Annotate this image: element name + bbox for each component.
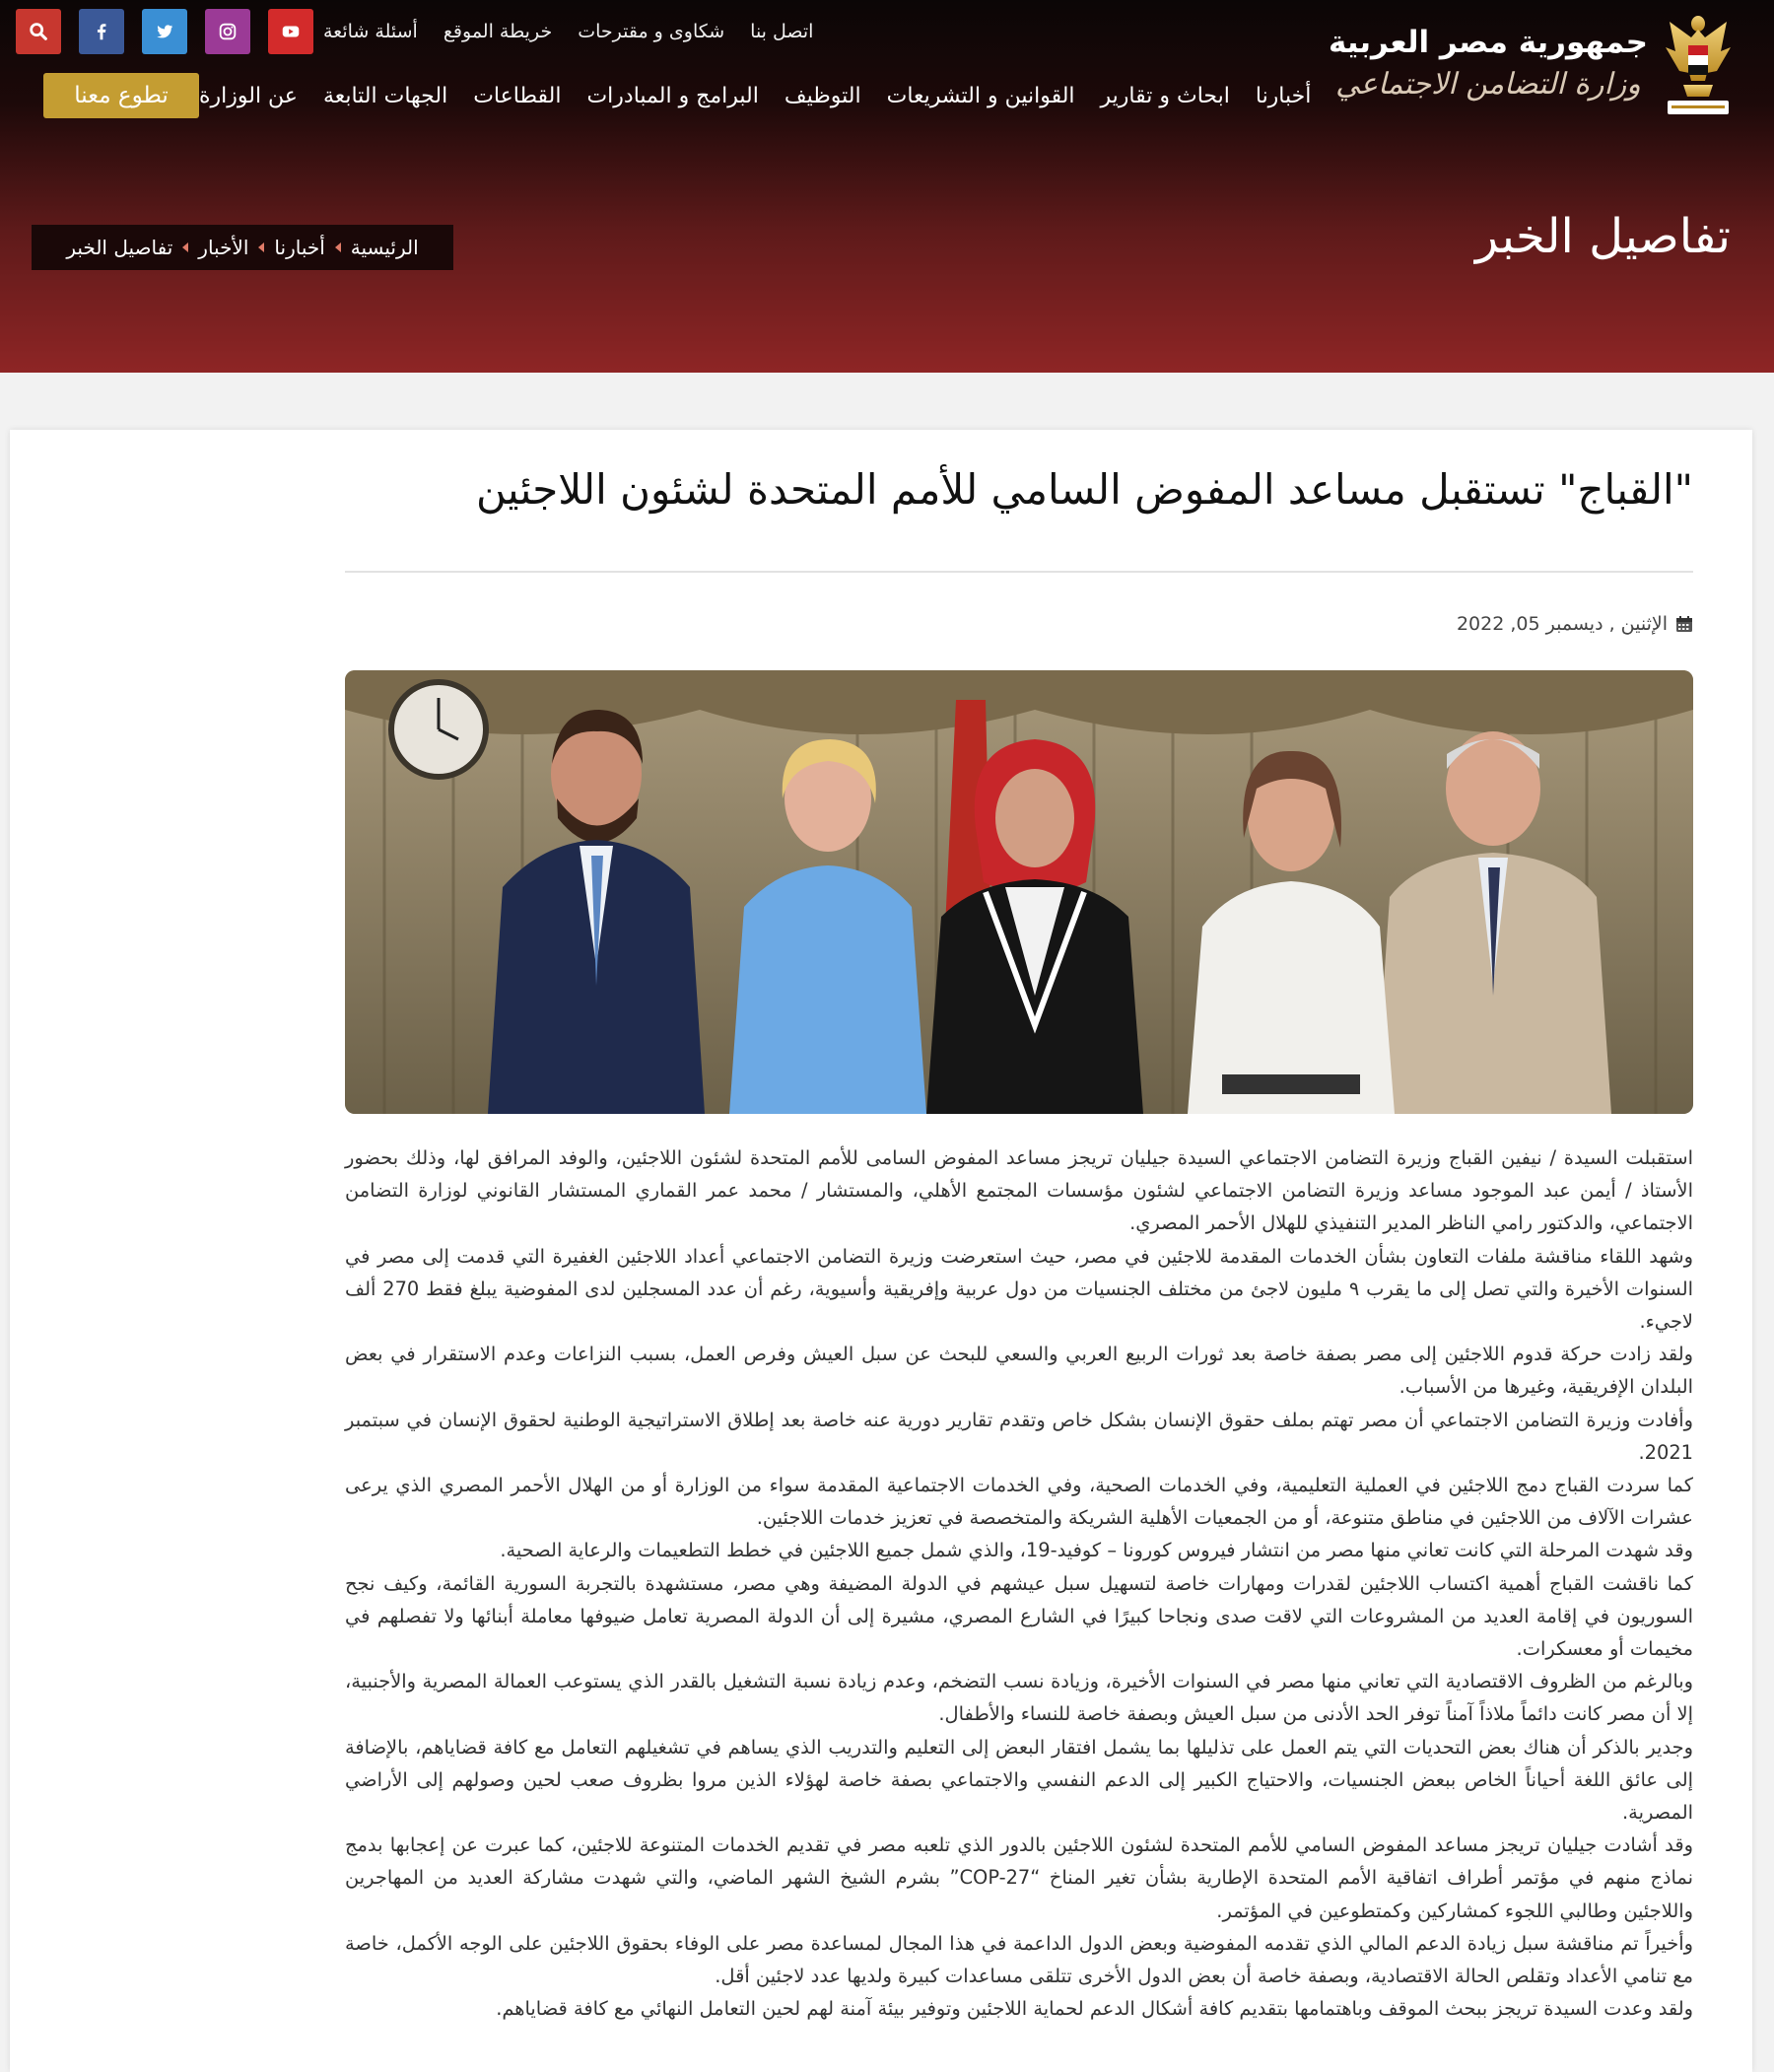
instagram-icon bbox=[217, 21, 239, 42]
article-paragraph: استقبلت السيدة / نيفين القباج وزيرة التضامن الاجتماعي السيدة جيليان تريجز مساعد المفوض السامى للأمم المتحدة لشئون اللاجئين، والوفد المرافق لها، وذلك بحضور الأستاذ / أيمن عبد الموجود مساعد وزيرة التضامن الاجتماعي لشئون مؤسسات المجتمع الأهلي، والمستشار / محمد عمر القماري المستشار القانوني لوزارة التضامن الاجتماعي، والدكتور رامي الناظر المدير التنفيذي للهلال الأحمر المصري. bbox=[345, 1146, 1693, 1235]
facebook-icon bbox=[91, 21, 112, 42]
article-paragraph: وقد أشادت جيليان تريجز مساعد المفوض السامي للأمم المتحدة لشئون اللاجئين بالدور الذي تلعبه مصر في تقديم الخدمات المتنوعة للاجئين، كما عبرت عن إعجابها بدمج نماذج منهم في مؤتمر أطراف اتفاقية الأمم المتحدة الإطارية بشأن تغير المناخ “COP-27” بشرم الشيخ الشهر الماضي، والتي شهدت مشاركة العديد من المهاجرين واللاجئين وطالبي اللجوء كمشاركين وكمتطوعين في المؤتمر. bbox=[345, 1833, 1693, 1922]
eagle-emblem-icon bbox=[1662, 12, 1735, 118]
article-photo bbox=[345, 670, 1693, 1114]
nav-item-news[interactable]: أخبارنا bbox=[1255, 83, 1312, 108]
calendar-icon bbox=[1675, 615, 1693, 633]
youtube-icon bbox=[280, 21, 302, 42]
article-paragraph: وشهد اللقاء مناقشة ملفات التعاون بشأن الخدمات المقدمة للاجئين في مصر، حيث استعرضت وزيرة التضامن الاجتماعي أعداد اللاجئين الغفيرة التي قدمت إلى مصر في السنوات الأخيرة والتي تصل إلى ما يقرب ٩ مليون لاجئ من مختلف الجنسيات من دول عربية وإفريقية وأسيوية، رغم أن عدد المسجلين لدى المفوضية يبلغ فقط 270 ألف لاجيء. bbox=[345, 1244, 1693, 1334]
breadcrumb-separator-icon bbox=[182, 242, 188, 252]
logo-text bbox=[1329, 23, 1648, 107]
instagram-link[interactable] bbox=[205, 9, 250, 54]
top-links bbox=[323, 21, 813, 42]
nav-items bbox=[199, 84, 1311, 108]
volunteer-button[interactable]: تطوع معنا bbox=[43, 73, 199, 118]
article-card bbox=[10, 430, 1752, 2072]
toplink-sitemap[interactable]: خريطة الموقع bbox=[443, 21, 553, 42]
article-paragraph: وبالرغم من الظروف الاقتصادية التي تعاني منها مصر في السنوات الأخيرة، وزيادة نسب التضخم، وعدم زيادة نسبة التشغيل بالقدر الذي يستوعب العمالة المصرية والأجنبية، إلا أن مصر كانت دائماً ملاذاً آمناً توفر الحد الأدنى من سبل العيش وبصفة خاصة للنساء والأطفال. bbox=[345, 1670, 1693, 1726]
twitter-link[interactable] bbox=[142, 9, 187, 54]
logo-ministry-name: وزارة التضامن الاجتماعي bbox=[1335, 67, 1641, 102]
article-date bbox=[1457, 613, 1693, 635]
search-icon bbox=[28, 21, 49, 42]
article-paragraph: كما ناقشت القباج أهمية اكتساب اللاجئين لقدرات ومهارات خاصة لتسهيل سبل عيشهم في الدولة المضيفة وهي مصر، مستشهدة بالتجربة السورية القائمة، وكيف نجح السوريون في إقامة العديد من المشروعات التي لاقت صدى ونجاحا كبيرًا في الشارع المصري، مشيرة إلى أن الدولة المصرية تعامل ضيوفها معاملة أبنائها ولا تفصلهم في مخيمات أو معسكرات. bbox=[345, 1571, 1693, 1661]
toplink-contact[interactable]: اتصل بنا bbox=[750, 21, 814, 42]
nav-item-programs[interactable]: البرامج و المبادرات bbox=[586, 83, 759, 108]
nav-item-about[interactable]: عن الوزارة bbox=[199, 83, 298, 108]
breadcrumb-our-news[interactable]: أخبارنا bbox=[274, 236, 325, 259]
article-body bbox=[345, 1141, 1693, 2025]
breadcrumb-separator-icon bbox=[335, 242, 341, 252]
site-header bbox=[0, 0, 1774, 373]
facebook-link[interactable] bbox=[79, 9, 124, 54]
nav-item-jobs[interactable]: التوظيف bbox=[784, 83, 861, 108]
article-paragraph: ولقد زادت حركة قدوم اللاجئين إلى مصر بصفة خاصة بعد ثورات الربيع العربي والسعي للبحث عن سبل العيش وفرص العمل، بسبب النزاعات وعدم الاستقرار في بعض البلدان الإفريقية، وغيرها من الأسباب. bbox=[345, 1343, 1693, 1399]
article-paragraph: ولقد وعدت السيدة تريجز ببحث الموقف وباهتمامها بتقديم كافة أشكال الدعم لحماية اللاجئين وتوفير بيئة آمنة لهم لحين التعامل النهائي مع كافة قضاياهم. bbox=[496, 1997, 1693, 2021]
group-photo-image bbox=[345, 670, 1693, 1114]
page-title: تفاصيل الخبر bbox=[1474, 209, 1731, 264]
nav-item-affiliates[interactable]: الجهات التابعة bbox=[322, 83, 448, 108]
breadcrumb-news[interactable]: الأخبار bbox=[198, 236, 249, 259]
article-paragraph: وجدير بالذكر أن هناك بعض التحديات التي يتم العمل على تذليلها بما يشمل افتقار البعض إلى التعليم والتدريب الذي يساهم في تشغيلهم التعامل مع كافة قضاياهم، بالإضافة إلى عائق اللغة أحياناً الخاص ببعض الجنسيات، والاحتياج الكبير إلى الدعم النفسي والاجتماعي بصفة خاصة لهؤلاء الذين مروا بظروف صعب لحين وصولهم إلى الأراضي المصرية. bbox=[345, 1735, 1693, 1825]
top-bar bbox=[16, 8, 813, 55]
ministry-logo[interactable] bbox=[1329, 12, 1735, 118]
article-paragraph: وقد شهدت المرحلة التي كانت تعاني منها مصر من انتشار فيروس كورونا – كوفيد-19، والذي شمل جميع اللاجئين في خطط التطعيمات والرعاية الصحية. bbox=[500, 1539, 1693, 1562]
nav-item-sectors[interactable]: القطاعات bbox=[473, 83, 562, 108]
breadcrumb-current: تفاصيل الخبر bbox=[66, 236, 173, 259]
twitter-icon bbox=[154, 21, 175, 42]
logo-country-name: جمهورية مصر العربية bbox=[1328, 25, 1648, 60]
breadcrumb-separator-icon bbox=[258, 242, 264, 252]
main-nav bbox=[18, 73, 1311, 118]
breadcrumb-home[interactable]: الرئيسية bbox=[350, 236, 419, 259]
article-paragraph: وأخيراً تم مناقشة سبل زيادة الدعم المالي الذي تقدمه المفوضية وبعض الدول الداعمة في هذا المجال لمساعدة مصر على الوفاء بحقوق اللاجئين على الوجه الأكمل، خاصة مع تنامي الأعداد وتقلص الحالة الاقتصادية، وبصفة خاصة أن بعض الدول الأخرى تتلقى مساعدات كبيرة ولديها عدد لاجئين أقل. bbox=[345, 1931, 1693, 1988]
youtube-link[interactable] bbox=[268, 9, 313, 54]
article-date-text: الإثنين , ديسمبر 05, 2022 bbox=[1456, 613, 1668, 635]
search-button[interactable] bbox=[16, 9, 61, 54]
toplink-complaints[interactable]: شكاوى و مقترحات bbox=[578, 21, 725, 42]
article-paragraph: وأفادت وزيرة التضامن الاجتماعي أن مصر تهتم بملف حقوق الإنسان بشكل خاص وتقدم تقارير دورية عنه خاصة بعد إطلاق الاستراتيجية الوطنية لحقوق الإنسان في سبتمبر 2021. bbox=[345, 1408, 1693, 1464]
article-title: "القباج" تستقبل مساعد المفوض السامي للأمم المتحدة لشئون اللاجئين bbox=[475, 465, 1693, 514]
toplink-faq[interactable]: أسئلة شائعة bbox=[323, 21, 418, 42]
title-divider bbox=[345, 571, 1693, 573]
nav-item-laws[interactable]: القوانين و التشريعات bbox=[886, 83, 1075, 108]
breadcrumb bbox=[32, 225, 453, 270]
article-paragraph: كما سردت القباج دمج اللاجئين في العملية التعليمية، وفي الخدمات الصحية، وفي الخدمات الاجتماعية المقدمة سواء من الوزارة أو من الهلال الأحمر المصري الذي يرعى عشرات الآلاف من اللاجئين في مناطق متنوعة، أو من الجمعيات الأهلية الشريكة والمتخصصة في تعزيز خدمات اللاجئين. bbox=[345, 1474, 1693, 1530]
nav-item-research[interactable]: ابحاث و تقارير bbox=[1100, 83, 1230, 108]
